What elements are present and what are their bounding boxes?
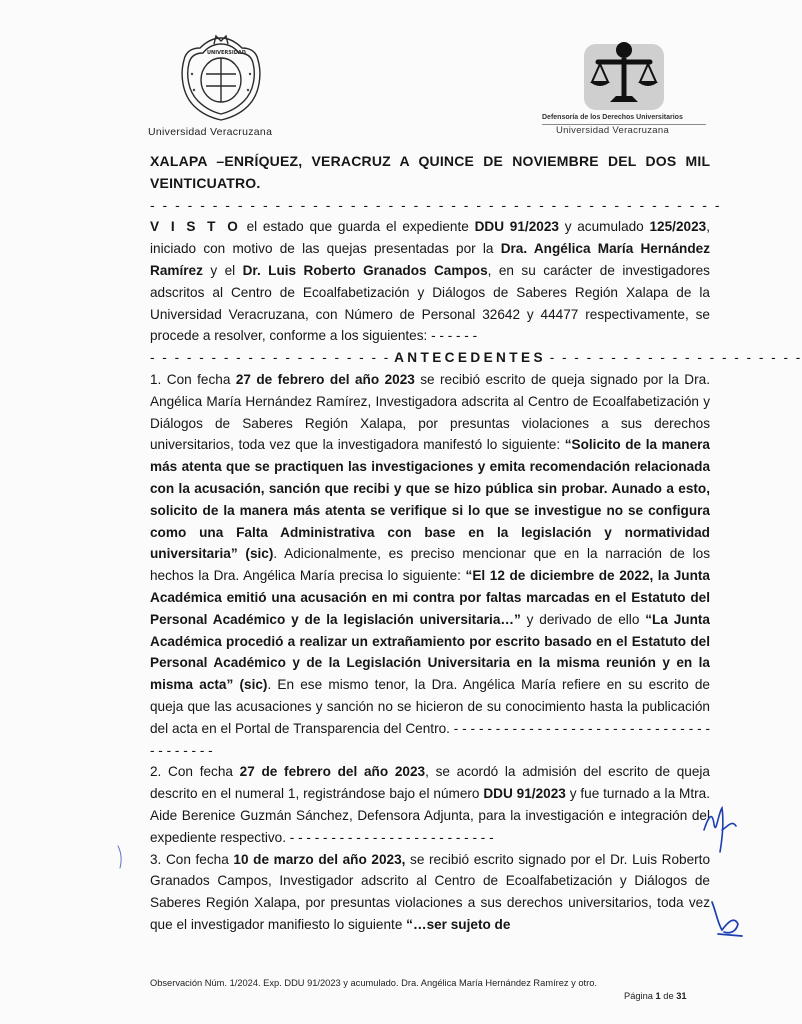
date-bold: 27 de febrero del año 2023 [235,371,415,387]
paragraph-text: y fue turnado a la Mtra. Aide Berenice Guzmán Sánchez, Defensora Adjunta, para la investigación e integración del expediente respectivo. - - - - - - - - - - - - - - - - - - - - - - - - - [150,786,710,845]
page-of: de [660,991,677,1001]
heading-line1: XALAPA –ENRÍQUEZ, VERACRUZ A QUINCE DE NOVIEMBRE DEL DOS MIL [150,153,710,169]
complainant-name: Dra. Angélica María Hernández Ramírez [150,241,710,278]
uv-logo-caption: Universidad Veracruzana [148,126,273,138]
paragraph-text: 3. Con fecha [150,851,234,867]
antecedentes-title: ANTECEDENTES [394,350,546,366]
paragraph-text: , se acordó la admisión del escrito de queja descrito en el numeral 1, registrándose bajo el número [150,764,710,802]
uv-seal-icon [176,34,266,122]
page-number [624,991,687,1001]
paragraph-text: se recibió escrito de queja signado por la Dra. Angélica María Hernández Ramírez, Investigadora adscrita al Centro de Ecoalfabetización y Diálogos de Saberes Región Xalapa, por presuntas violaciones a sus derechos universitarios, toda vez que la investigadora manifestó lo siguiente: [150,371,710,453]
paragraph-text: y derivado de ello [520,611,646,627]
expediente-number: DDU 91/2023 [474,219,559,235]
paragraph-text: 1. Con fecha [150,371,236,387]
page-label: Página [624,991,656,1001]
paragraph-text: . En ese mismo tenor, la Dra. Angélica María refiere en su escrito de queja que las acusaciones y sanción no se hicieron de su conocimiento hasta la publicación del acta en el Portal de Transparencia del Centro. - - - - - - - - - - - - - - - - - - - - - - - - - - - - - - - - - - - - - - - [150,677,710,758]
document-body [150,151,802,936]
paragraph-text: se recibió escrito signado por el Dr. Luis Roberto Granados Campos, Investigador adscrito al Centro de Ecoalfabetización y Diálogos de Saberes Región Xalapa, por presuntas violaciones a sus derechos universitarios, toda vez que el investigador manifiesto lo siguiente [150,851,711,932]
quote-bold: “La Junta Académica procedió a realizar un extrañamiento por escrito basado en el Estatuto del Personal Académico y de la Legislación Universitaria en la misma reunión y en la misma acta” (sic) [150,611,710,693]
visto-text: , iniciado con motivo de las quejas presentadas por la [150,219,710,257]
antecedente-2 [150,761,710,848]
acumulado-number: 125/2023 [649,219,707,235]
expediente-number: DDU 91/2023 [483,786,566,802]
quote-bold: “Solicito de la manera más atenta que se practiquen las investigaciones y emita recomendación relacionada con la acusación, sanción que recibi y que se hizo pública sin probar. Aunado a esto, solicito de la manera más atenta se verifique si lo que se investigue no se configura como una Falta Administrativa con base en la legislación y normatividad universitaria” (sic) [150,437,710,562]
svg-text:UNIVERSIDAD: UNIVERSIDAD [207,50,246,56]
ddu-logo-caption: Universidad Veracruzana [556,125,670,136]
justice-scale-icon [578,38,670,112]
paragraph-text: 2. Con fecha [150,764,240,780]
visto-text: y acumulado [558,219,650,235]
date-bold: 27 de febrero del año 2023 [239,764,426,780]
antecedentes-heading [150,347,802,369]
visto-text: el estado que guarda el expediente [240,219,475,235]
paragraph-text: . Adicionalmente, es preciso mencionar que en la narración de los hechos la Dra. Angélica María precisa lo siguiente: [150,546,711,584]
margin-mark-icon [112,842,128,872]
page-total: 31 [676,991,687,1001]
page-current: 1 [655,991,661,1001]
footer-reference: Observación Núm. 1/2024. Exp. DDU 91/2023 y acumulado. Dra. Angélica María Hernández Ramírez y otro. [150,978,597,988]
quote-bold: “…ser sujeto de [406,916,511,932]
visto-text: , en su carácter de investigadores adscritos al Centro de Ecoalfabetización y Diálogos de Saberes Región Xalapa de la Universidad Veracruzana, con Número de Personal 32642 y 44477 respectivamente, se procede a resolver, conforme a los siguientes: - - - - - - [150,262,710,344]
quote-bold: “El 12 de diciembre de 2022, la Junta Académica emitió una acusación en mi contra por faltas marcadas en el Estatuto del Personal Académico y de la legislación universitaria…” [150,568,710,627]
visto-paragraph [150,216,710,347]
date-bold: 10 de marzo del año 2023, [233,851,406,867]
complainant-name: Dr. Luis Roberto Granados Campos [242,262,488,278]
antecedentes-dashes: - - - - - - - - - - - - - - - - - - - - - [549,350,802,366]
heading-line2: VEINTICUATRO. [150,174,261,191]
ddu-logo-title: Defensoría de los Derechos Universitarios [542,114,683,121]
margin-initials-icon [698,800,742,860]
visto-text: y el [202,262,243,278]
margin-signature-icon [704,894,744,940]
antecedente-1 [150,369,710,761]
document-heading [150,151,722,216]
heading-dashes: - - - - - - - - - - - - - - - - - - - - - - - - - - - - - - - - - - - - - - - - - - - - - - [150,196,722,213]
visto-label: V I S T O [150,219,241,235]
antecedente-3 [150,849,710,936]
antecedentes-dashes: - - - - - - - - - - - - - - - - - - - - [150,350,391,366]
